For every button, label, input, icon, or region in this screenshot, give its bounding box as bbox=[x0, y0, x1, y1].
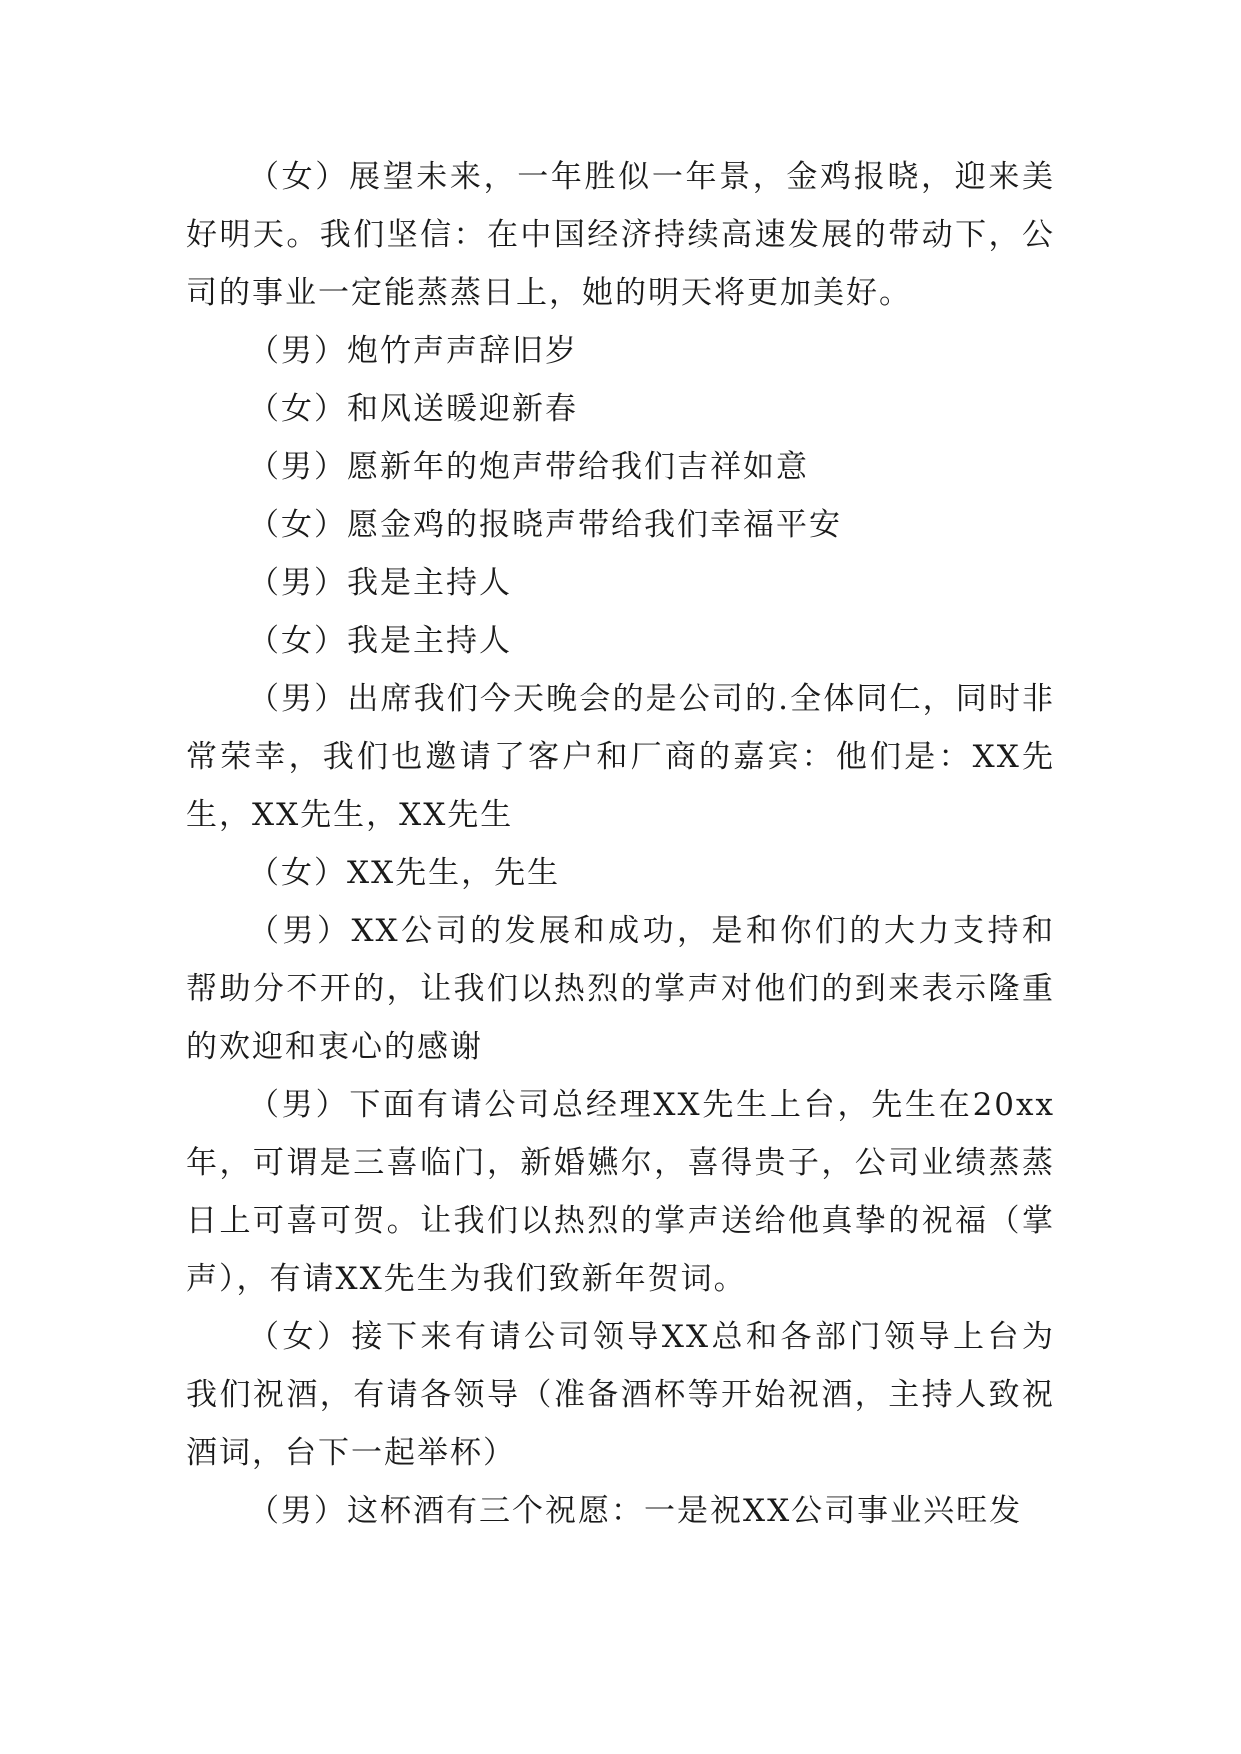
paragraph: （女）展望未来，一年胜似一年景，金鸡报晓，迎来美好明天。我们坚信：在中国经济持续高速发展的带动下，公司的事业一定能蒸蒸日上，她的明天将更加美好。 bbox=[186, 159, 1055, 311]
paragraph: （男）这杯酒有三个祝愿：一是祝XX公司事业兴旺发 bbox=[248, 1493, 1023, 1529]
paragraph: （女）我是主持人 bbox=[248, 623, 512, 659]
paragraph: （男）愿新年的炮声带给我们吉祥如意 bbox=[248, 449, 809, 485]
paragraph: （女）和风送暖迎新春 bbox=[248, 391, 578, 427]
paragraph: （男）炮竹声声辞旧岁 bbox=[248, 333, 578, 369]
paragraph: （女）接下来有请公司领导XX总和各部门领导上台为我们祝酒，有请各领导（准备酒杯等开始祝酒，主持人致祝酒词，台下一起举杯） bbox=[186, 1319, 1055, 1471]
paragraph: （男）XX公司的发展和成功，是和你们的大力支持和帮助分不开的，让我们以热烈的掌声对他们的到来表示隆重的欢迎和衷心的感谢 bbox=[186, 913, 1055, 1065]
paragraph: （女）愿金鸡的报晓声带给我们幸福平安 bbox=[248, 507, 842, 543]
paragraph: （男）我是主持人 bbox=[248, 565, 512, 601]
paragraph: （女）XX先生，先生 bbox=[248, 855, 561, 891]
paragraph: （男）下面有请公司总经理XX先生上台，先生在20xx年，可谓是三喜临门，新婚嬿尔，喜得贵子，公司业绩蒸蒸日上可喜可贺。让我们以热烈的掌声送给他真挚的祝福（掌声），有请XX先生为我们致新年贺词。 bbox=[186, 1087, 1055, 1297]
paragraph: （男）出席我们今天晚会的是公司的.全体同仁，同时非常荣幸，我们也邀请了客户和厂商的嘉宾：他们是：XX先生，XX先生，XX先生 bbox=[186, 681, 1055, 833]
